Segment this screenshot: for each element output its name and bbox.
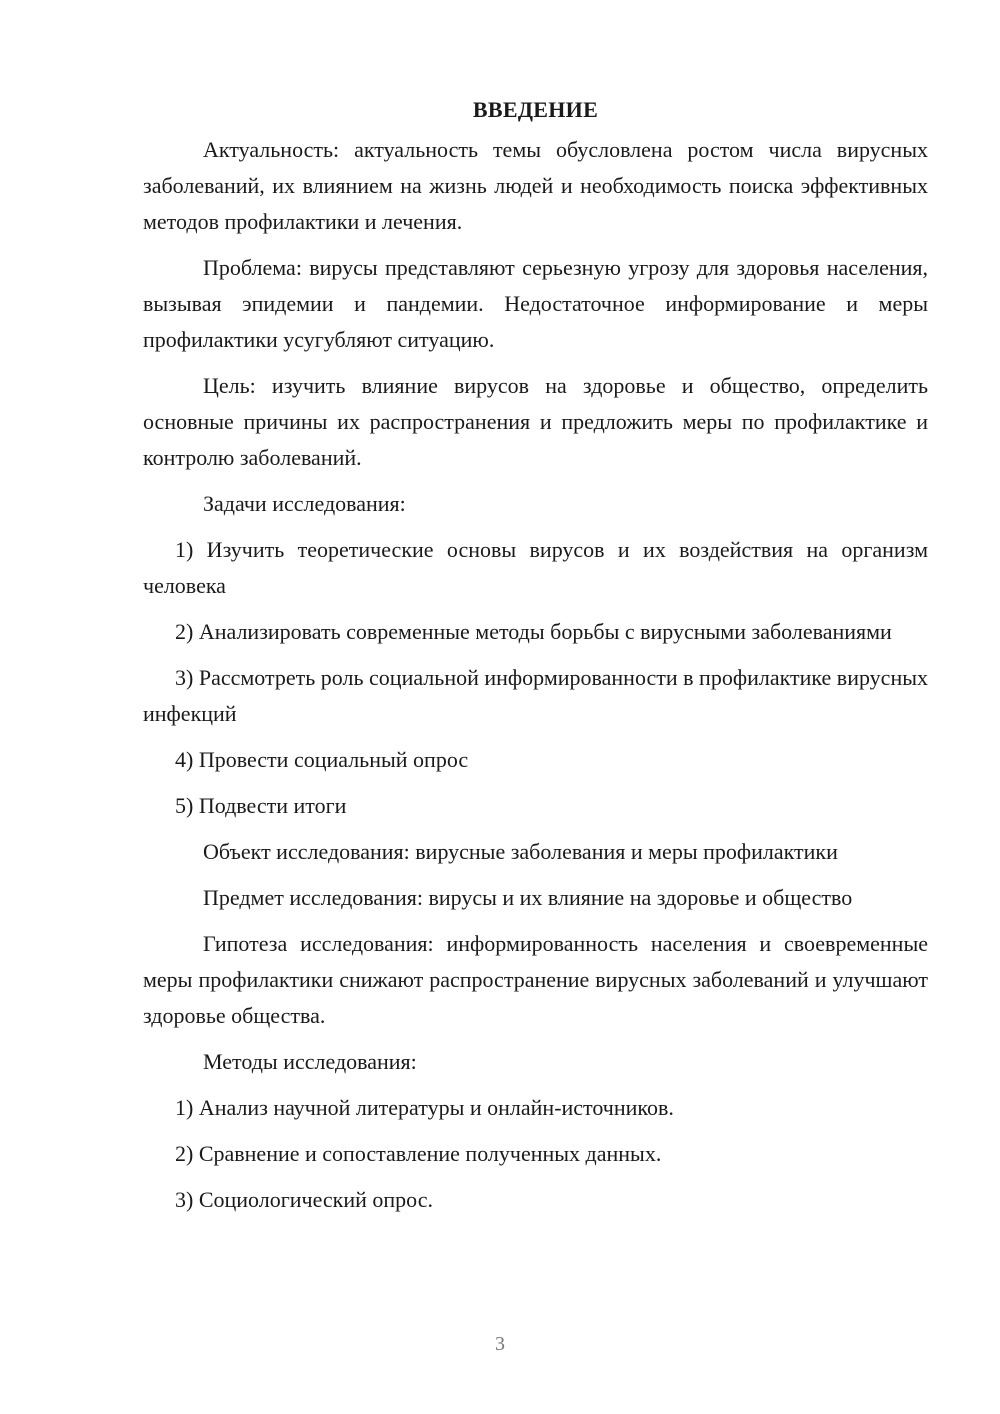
list-item-task-4: 4) Провести социальный опрос	[175, 747, 469, 772]
paragraph-methods-heading: Методы исследования:	[203, 1049, 417, 1074]
paragraph-problem: Проблема: вирусы представляют серьезную угрозу для здоровья населения, вызывая эпидемии и пандемии. Недостаточное информирование и меры профилактики усугубляют ситуацию.	[143, 255, 928, 352]
paragraph-hypothesis: Гипотеза исследования: информированность населения и своевременные меры профилактики снижают распространение вирусных заболеваний и улучшают здоровье общества.	[143, 931, 928, 1028]
list-item-task-1: 1) Изучить теоретические основы вирусов и их воздействия на организм человека	[143, 537, 928, 598]
paragraph-subject: Предмет исследования: вирусы и их влияние на здоровье и общество	[203, 885, 853, 910]
list-item-task-2: 2) Анализировать современные методы борьбы с вирусными заболеваниями	[175, 619, 892, 644]
paragraph-goal: Цель: изучить влияние вирусов на здоровье и общество, определить основные причины их распространения и предложить меры по профилактике и контролю заболеваний.	[143, 373, 928, 470]
list-item-method-2: 2) Сравнение и сопоставление полученных данных.	[175, 1141, 662, 1166]
page-number: 3	[495, 1333, 505, 1355]
list-item-task-5: 5) Подвести итоги	[175, 793, 347, 818]
document-body	[143, 92, 928, 1228]
list-item-method-1: 1) Анализ научной литературы и онлайн-источников.	[175, 1095, 674, 1120]
paragraph-relevance: Актуальность: актуальность темы обусловлена ростом числа вирусных заболеваний, их влиянием на жизнь людей и необходимость поиска эффективных методов профилактики и лечения.	[143, 137, 928, 234]
paragraph-object: Объект исследования: вирусные заболевания и меры профилактики	[203, 839, 838, 864]
list-item-method-3: 3) Социологический опрос.	[175, 1187, 433, 1212]
section-title: ВВЕДЕНИЕ	[472, 97, 599, 122]
list-item-task-3: 3) Рассмотреть роль социальной информированности в профилактике вирусных инфекций	[143, 665, 928, 726]
paragraph-tasks-heading: Задачи исследования:	[203, 491, 406, 516]
